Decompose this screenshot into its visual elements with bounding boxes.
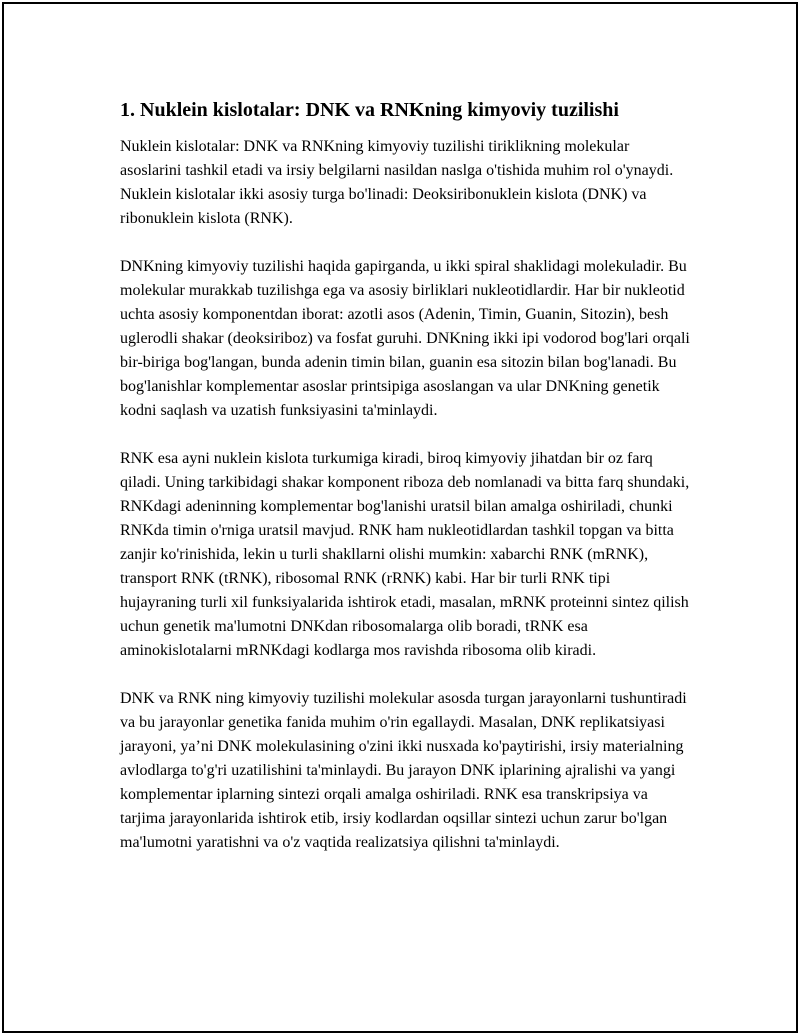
paragraph-processes: DNK va RNK ning kimyoviy tuzilishi molekular asosda turgan jarayonlarni tushuntiradi va bu jarayonlar genetika fanida muhim o'rin egallaydi. Masalan, DNK replikatsiyasi jarayoni, ya’ni DNK molekulasining o'zini ikki nusxada ko'paytirishi, irsiy materialning avlodlarga to'g'ri uzatilishini ta'minlaydi. Bu jarayon DNK iplarining ajralishi va yangi komplementar iplarning sintezi orqali amalga oshiriladi. RNK esa transkripsiya va tarjima jarayonlarida ishtirok etib, irsiy kodlardan oqsillar sintezi uchun zarur bo'lgan ma'lumotni yaratishni va o'z vaqtida realizatsiya qilishni ta'minlaydi.	[120, 690, 687, 851]
paragraph-rna-structure: RNK esa ayni nuklein kislota turkumiga kiradi, biroq kimyoviy jihatdan bir oz farq qiladi. Uning tarkibidagi shakar komponent riboza deb nomlanadi va bitta farq shundaki, RNKdagi adeninning komplementar bog'lanishi uratsil bilan amalga oshiriladi, chunki RNKda timin o'rniga uratsil mavjud. RNK ham nukleotidlardan tashkil topgan va bitta zanjir ko'rinishida, lekin u turli shakllarni olishi mumkin: xabarchi RNK (mRNK), transport RNK (tRNK), ribosomal RNK (rRNK) kabi. Har bir turli RNK tipi hujayraning turli xil funksiyalarida ishtirok etadi, masalan, mRNK proteinni sintez qilish uchun genetik ma'lumotni DNKdan ribosomalarga olib boradi, tRNK esa aminokislotalarni mRNKdagi kodlarga mos ravishda ribosoma olib kiradi.	[120, 450, 690, 659]
paragraph-dna-structure: DNKning kimyoviy tuzilishi haqida gapirganda, u ikki spiral shaklidagi molekuladir. Bu molekular murakkab tuzilishga ega va asosiy birliklari nukleotidlardir. Har bir nukleotid uchta asosiy komponentdan iborat: azotli asos (Adenin, Timin, Guanin, Sitozin), besh uglerodli shakar (deoksiriboz) va fosfat guruhi. DNKning ikki ipi vodorod bog'lari orqali bir-biriga bog'langan, bunda adenin timin bilan, guanin esa sitozin bilan bog'lanadi. Bu bog'lanishlar komplementar asoslar printsipiga asoslangan va ular DNKning genetik kodni saqlash va uzatish funksiyasini ta'minlaydi.	[120, 258, 690, 419]
section-title: 1. Nuklein kislotalar: DNK va RNKning kimyoviy tuzilishi	[120, 99, 619, 121]
document-body	[120, 97, 690, 879]
page-frame	[2, 2, 798, 1033]
paragraph-intro: Nuklein kislotalar: DNK va RNKning kimyoviy tuzilishi tiriklikning molekular asoslarini tashkil etadi va irsiy belgilarni nasildan naslga o'tishida muhim rol o'ynaydi. Nuklein kislotalar ikki asosiy turga bo'linadi: Deoksiribonuklein kislota (DNK) va ribonuklein kislota (RNK).	[120, 138, 674, 227]
